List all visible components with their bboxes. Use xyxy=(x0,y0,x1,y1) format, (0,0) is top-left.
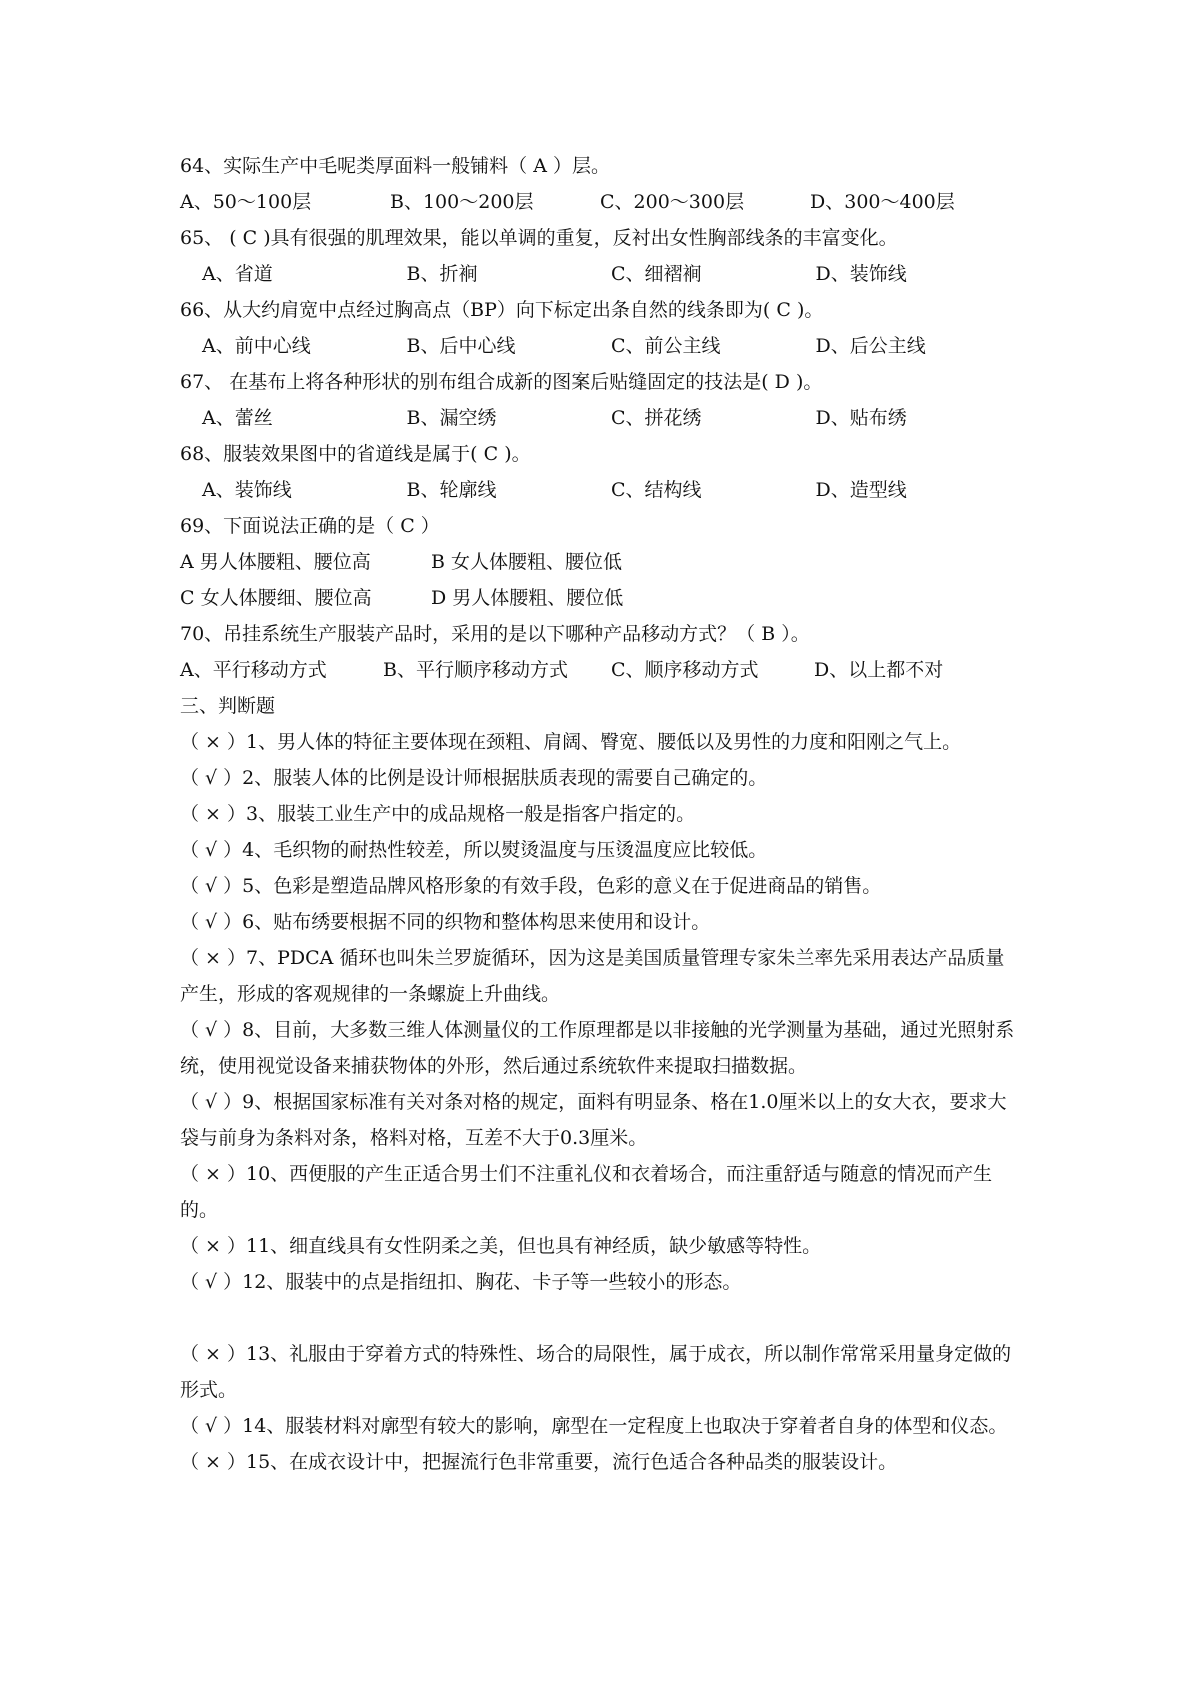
option-b: B、轮廓线 xyxy=(406,479,497,501)
question-69-options-row1 xyxy=(180,544,1020,580)
option-b: B、平行顺序移动方式 xyxy=(383,659,568,681)
judgment-item: （ × ）10、西便服的产生正适合男士们不注重礼仪和衣着场合，而注重舒适与随意的情况而产生的。 xyxy=(180,1163,993,1221)
option-b: B 女人体腰粗、腰位低 xyxy=(431,551,623,573)
question-66-stem: 66、从大约肩宽中点经过胸高点（BP）向下标定出条自然的线条即为( C )。 xyxy=(180,299,824,321)
judgment-item: （ × ）11、细直线具有女性阴柔之美，但也具有神经质，缺少敏感等特性。 xyxy=(180,1235,822,1257)
option-d: D、以上都不对 xyxy=(814,659,944,681)
option-c: C、顺序移动方式 xyxy=(611,659,759,681)
judgment-item: （ √ ）12、服装中的点是指纽扣、胸花、卡子等一些较小的形态。 xyxy=(180,1271,742,1293)
option-d: D、装饰线 xyxy=(815,263,907,285)
question-68-stem: 68、服装效果图中的省道线是属于( C )。 xyxy=(180,443,531,465)
option-b: B、后中心线 xyxy=(406,335,516,357)
section-title: 三、判断题 xyxy=(180,695,276,717)
question-65-options xyxy=(180,256,1020,292)
judgment-item: （ √ ）8、目前，大多数三维人体测量仪的工作原理都是以非接触的光学测量为基础，通过光照射系统，使用视觉设备来捕获物体的外形，然后通过系统软件来提取扫描数据。 xyxy=(180,1019,1015,1077)
option-b: B、折裥 xyxy=(406,263,478,285)
option-c: C 女人体腰细、腰位高 xyxy=(180,587,372,609)
option-a: A、装饰线 xyxy=(202,479,292,501)
question-67-options xyxy=(180,400,1020,436)
blank-spacer xyxy=(180,1300,1020,1336)
option-c: C、前公主线 xyxy=(611,335,721,357)
option-c: C、结构线 xyxy=(611,479,702,501)
judgment-item: （ × ）1、男人体的特征主要体现在颈粗、肩阔、臀宽、腰低以及男性的力度和阳刚之气上。 xyxy=(180,731,962,753)
option-c: C、200～300层 xyxy=(600,191,745,213)
option-a: A、前中心线 xyxy=(202,335,311,357)
judgment-item: （ √ ）5、色彩是塑造品牌风格形象的有效手段，色彩的意义在于促进商品的销售。 xyxy=(180,875,882,897)
option-a: A 男人体腰粗、腰位高 xyxy=(180,551,371,573)
option-c: C、细褶裥 xyxy=(611,263,702,285)
question-65-stem: 65、 ( C )具有很强的肌理效果，能以单调的重复，反衬出女性胸部线条的丰富变化。 xyxy=(180,227,898,249)
judgment-item: （ × ）15、在成衣设计中，把握流行色非常重要，流行色适合各种品类的服装设计。 xyxy=(180,1451,898,1473)
judgment-item: （ √ ）2、服装人体的比例是设计师根据肤质表现的需要自己确定的。 xyxy=(180,767,768,789)
option-a: A、50～100层 xyxy=(180,191,312,213)
question-69-options-row2 xyxy=(180,580,1020,616)
question-70-options xyxy=(180,652,1020,688)
question-69-stem: 69、下面说法正确的是（ C ） xyxy=(180,515,440,537)
option-d: D、造型线 xyxy=(815,479,907,501)
option-a: A、省道 xyxy=(202,263,273,285)
option-b: B、漏空绣 xyxy=(406,407,497,429)
question-66-options xyxy=(180,328,1020,364)
judgment-item: （ × ）3、服装工业生产中的成品规格一般是指客户指定的。 xyxy=(180,803,696,825)
option-d: D、300～400层 xyxy=(810,191,955,213)
option-a: A、平行移动方式 xyxy=(180,659,327,681)
option-d: D、贴布绣 xyxy=(815,407,907,429)
question-64-stem: 64、实际生产中毛呢类厚面料一般铺料（ A ）层。 xyxy=(180,155,610,177)
option-a: A、蕾丝 xyxy=(202,407,273,429)
judgment-item: （ × ）13、礼服由于穿着方式的特殊性、场合的局限性，属于成衣，所以制作常常采用量身定做的形式。 xyxy=(180,1343,1012,1401)
option-b: B、100～200层 xyxy=(390,191,534,213)
option-d: D 男人体腰粗、腰位低 xyxy=(431,587,624,609)
judgment-item: （ √ ）4、毛织物的耐热性较差，所以熨烫温度与压烫温度应比较低。 xyxy=(180,839,768,861)
question-64-options xyxy=(180,184,1020,220)
judgment-item: （ √ ）6、贴布绣要根据不同的织物和整体构思来使用和设计。 xyxy=(180,911,711,933)
question-68-options xyxy=(180,472,1020,508)
question-67-stem: 67、 在基布上将各种形状的别布组合成新的图案后贴缝固定的技法是( D )。 xyxy=(180,371,823,393)
option-d: D、后公主线 xyxy=(815,335,926,357)
judgment-item: （ √ ）14、服装材料对廓型有较大的影响，廓型在一定程度上也取决于穿着者自身的体型和仪态。 xyxy=(180,1415,1008,1437)
judgment-item: （ × ）7、PDCA 循环也叫朱兰罗旋循环，因为这是美国质量管理专家朱兰率先采用表达产品质量产生，形成的客观规律的一条螺旋上升曲线。 xyxy=(180,947,1005,1005)
option-c: C、拼花绣 xyxy=(611,407,702,429)
document-page xyxy=(180,148,1020,1480)
judgment-item: （ √ ）9、根据国家标准有关对条对格的规定，面料有明显条、格在1.0厘米以上的女大衣，要求大袋与前身为条料对条，格料对格，互差不大于0.3厘米。 xyxy=(180,1091,1007,1149)
question-70-stem: 70、吊挂系统生产服装产品时，采用的是以下哪种产品移动方式？（ B ）。 xyxy=(180,623,810,645)
